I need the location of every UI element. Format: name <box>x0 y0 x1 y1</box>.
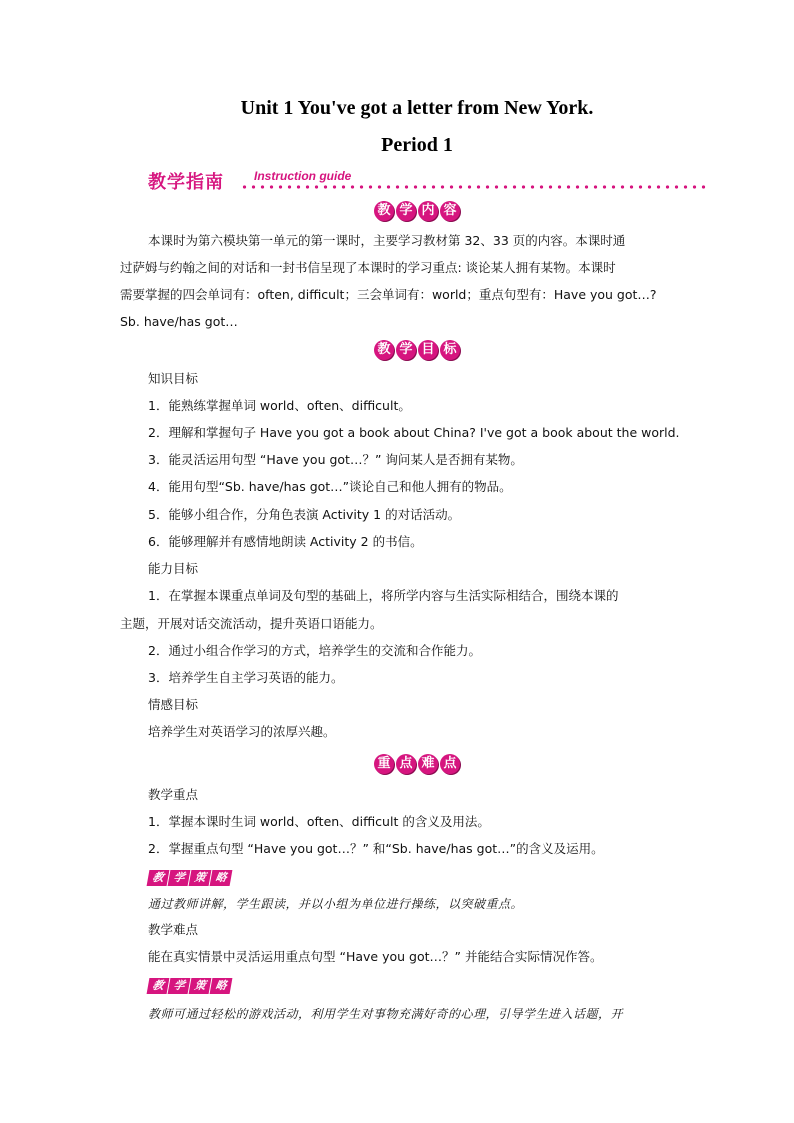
badge-teaching-goals <box>0 338 794 360</box>
strategy-badge <box>148 870 231 888</box>
badge-char: 教 <box>374 340 394 360</box>
guide-title-cn: 教学指南 <box>148 172 224 193</box>
unit-title: Unit 1 You've got a letter from New York. <box>240 97 594 119</box>
knowledge-item: 4．能用句型“Sb. have/has got…”谈论自己和他人拥有的物品。 <box>148 479 512 494</box>
instruction-guide-header <box>148 168 708 194</box>
strategy-char: 教 <box>147 870 170 886</box>
ability-item: 2．通过小组合作学习的方式，培养学生的交流和合作能力。 <box>148 643 481 658</box>
strategy-char: 学 <box>168 978 191 994</box>
difficulty-item: 能在真实情景中灵活运用重点句型 “Have you got…？” 并能结合实际情况作答。 <box>148 949 603 964</box>
focus-label: 教学重点 <box>148 787 199 802</box>
content-line-3: 需要掌握的四会单词有：often, difficult；三会单词有：world；重点句型有：Have you got…? <box>120 287 657 302</box>
strategy-char: 策 <box>189 870 212 886</box>
badge-char: 难 <box>418 754 438 774</box>
strategy-badge <box>148 978 231 996</box>
ability-label: 能力目标 <box>148 561 199 576</box>
strategy-char: 略 <box>210 870 233 886</box>
emotion-label: 情感目标 <box>148 697 199 712</box>
badge-char: 点 <box>440 754 460 774</box>
difficulty-label: 教学难点 <box>148 922 199 937</box>
strategy-text-1: 通过教师讲解，学生跟读，并以小组为单位进行操练，以突破重点。 <box>148 897 524 911</box>
ability-item: 3．培养学生自主学习英语的能力。 <box>148 670 344 685</box>
badge-key-points <box>0 752 794 774</box>
guide-title-en: Instruction guide <box>254 169 352 183</box>
dotted-rule <box>240 185 708 189</box>
badge-char: 点 <box>396 754 416 774</box>
knowledge-item: 1．能熟练掌握单词 world、often、difficult。 <box>148 398 411 413</box>
content-line-1: 本课时为第六模块第一单元的第一课时，主要学习教材第 32、33 页的内容。本课时通 <box>148 233 626 248</box>
content-line-4: Sb. have/has got… <box>120 314 238 329</box>
knowledge-item: 2．理解和掌握句子 Have you got a book about China? I've got a book about the world. <box>148 425 680 440</box>
emotion-item: 培养学生对英语学习的浓厚兴趣。 <box>148 724 336 739</box>
strategy-char: 策 <box>189 978 212 994</box>
badge-char: 内 <box>418 201 438 221</box>
ability-item: 主题，开展对话交流活动，提升英语口语能力。 <box>120 616 383 631</box>
strategy-char: 学 <box>168 870 191 886</box>
focus-item: 1．掌握本课时生词 world、often、difficult 的含义及用法。 <box>148 814 490 829</box>
content-line-2: 过萨姆与约翰之间的对话和一封书信呈现了本课时的学习重点: 谈论某人拥有某物。本课时 <box>120 260 616 275</box>
strategy-text-2: 教师可通过轻松的游戏活动，利用学生对事物充满好奇的心理，引导学生进入话题，开 <box>148 1007 624 1021</box>
focus-item: 2．掌握重点句型 “Have you got…？” 和“Sb. have/has got…”的含义及运用。 <box>148 841 604 856</box>
badge-char: 重 <box>374 754 394 774</box>
knowledge-item: 3．能灵活运用句型 “Have you got…？” 询问某人是否拥有某物。 <box>148 452 523 467</box>
badge-char: 目 <box>418 340 438 360</box>
period-title: Period 1 <box>381 134 453 156</box>
knowledge-item: 5．能够小组合作，分角色表演 Activity 1 的对话活动。 <box>148 507 461 522</box>
badge-char: 学 <box>396 340 416 360</box>
knowledge-label: 知识目标 <box>148 371 199 386</box>
knowledge-item: 6．能够理解并有感情地朗读 Activity 2 的书信。 <box>148 534 423 549</box>
ability-item: 1．在掌握本课重点单词及句型的基础上，将所学内容与生活实际相结合，围绕本课的 <box>148 588 619 603</box>
badge-char: 教 <box>374 201 394 221</box>
badge-char: 容 <box>440 201 460 221</box>
badge-char: 标 <box>440 340 460 360</box>
badge-teaching-content <box>0 199 794 221</box>
strategy-char: 略 <box>210 978 233 994</box>
strategy-char: 教 <box>147 978 170 994</box>
badge-char: 学 <box>396 201 416 221</box>
